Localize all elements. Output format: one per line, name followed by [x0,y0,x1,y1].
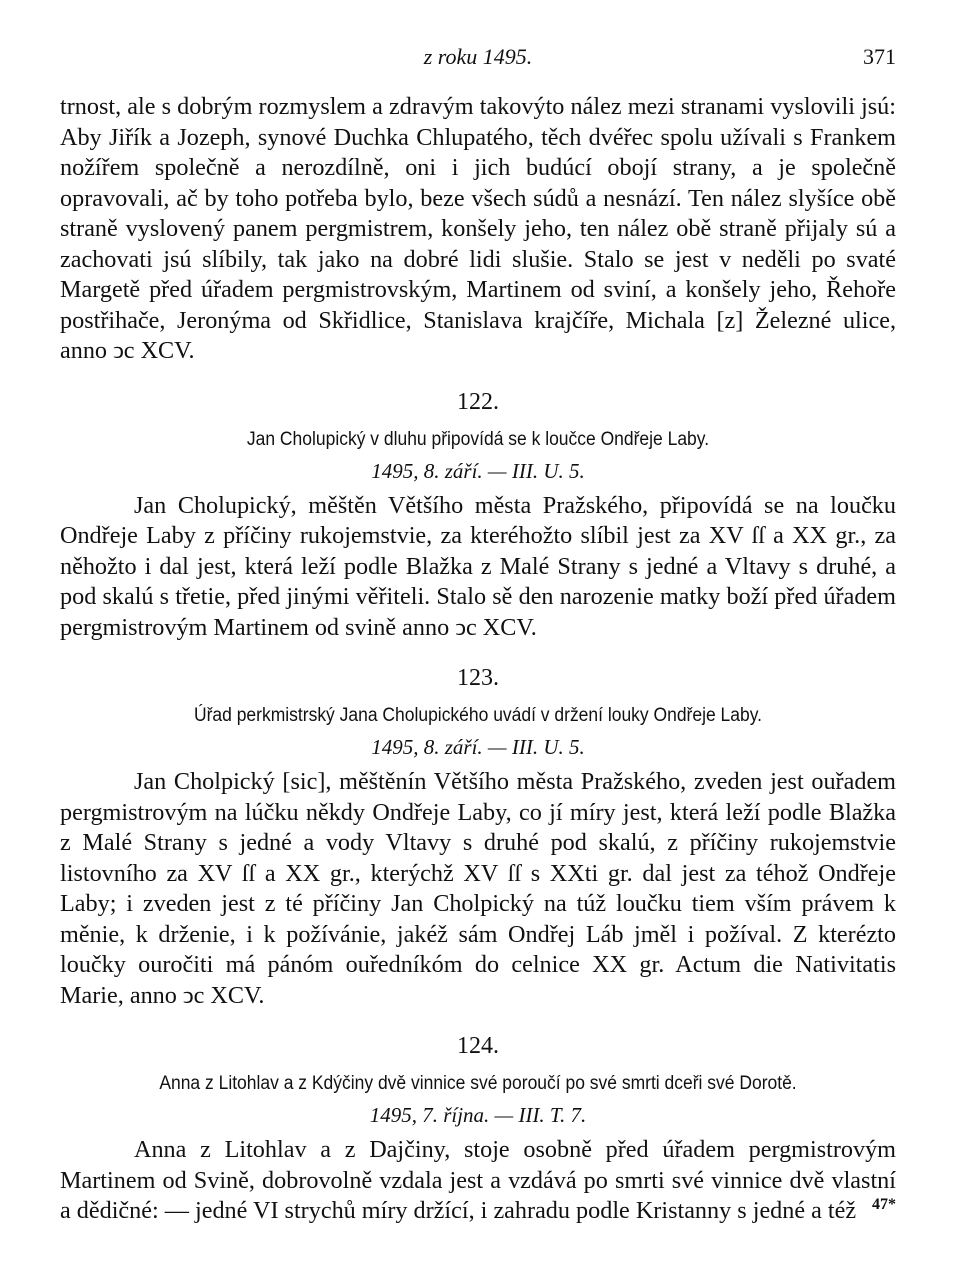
document-124 [60,1031,896,1227]
document-dating: 1495, 7. října. — III. T. 7. [369,1103,587,1127]
running-head-title: z roku 1495. [423,44,533,69]
document-number: 122. [457,388,499,415]
document-text: Anna z Litohlav a z Dajčiny, stoje osobně před úřadem pergmistrovým Martinem od Svině, dobrovolně vzdala jest a vzdává po smrti své vinnice dvě vlastní a dědičné: — jedné VI strychů míry držící, i zahradu podle Kristanny s jedné a též [60,1136,896,1224]
continuation-paragraph: trnost, ale s dobrým rozmyslem a zdravým takovýto nález mezi stranami vyslovili jsú: Aby Jiřík a Jozeph, synové Duchka Chlupatého, těch dvéřec spolu užívali s Frankem nožířem společně a nerozdílně, oni i jich budúcí obojí strany, a je společně opravovali, ač by toho potřeba bylo, beze všech súdů a nesnází. Ten nález slyšíce obě straně vyslovený panem pergmistrem, konšely jeho, ten nález obě straně přijaly sú a zachovati jsú slíbily, tak jako na dobré lidi slušie. Stalo se jest v neděli po svaté Margetě před úřadem pergmistrovským, Martinem od sviní, a konšely jeho, Řehoře postřihače, Jeronýma od Skřidlice, Stanislava krajčíře, Michala [z] Železné ulice, anno ↄc XCV. [60,93,896,364]
page-number: 371 [863,44,896,69]
page-body [60,92,896,1227]
document-dating: 1495, 8. září. — III. U. 5. [371,458,585,483]
document-dating: 1495, 8. září. — III. U. 5. [371,735,585,759]
document-heading: Anna z Litohlav a z Kdýčiny dvě vinnice své poroučí po své smrti dceři své Dorotě. [159,1073,797,1094]
document-heading: Úřad perkmistrský Jana Cholupického uvádí v držení louky Ondřeje Laby. [193,705,763,726]
document-123 [60,663,896,1011]
document-number: 124. [457,1033,499,1059]
running-head [60,44,896,74]
document-text: Jan Cholupický, měštěn Většího města Pražského, připovídá se na loučku Ondřeje Laby z příčiny rukojemstvie, za kteréhožto slíbil jest za XV ſſ a XX gr., za něhožto i dal jest, která leží podle Blažka z Malé Strany s jedné a Vltavy s druhé, a pod skalú s třetie, před jinými věřiteli. Stalo sě den narozenie matky boží před úřadem pergmistrovým Martinem od svině anno ↄc XCV. [60,491,896,641]
document-122 [60,387,896,644]
document-text: Jan Cholpický [sic], měštěnín Většího města Pražského, zveden jest ouřadem pergmistrovým na lúčku někdy Ondřeje Laby, co jí míry jest, která leží podle Blažka z Malé Strany s jedné a vody Vltavy s druhé pod skalú, z příčiny rukojemstvie listovního za XV ſſ a XX gr., kterýchž XV ſſ s XXti gr. dal jest za téhož Ondřeje Laby; i zveden jest z té příčiny Jan Cholpický na túž loučku tiem vším právem k měnie, k drženie, i k požívánie, jakéž sám Ondřej Láb jměl i požíval. Z kterézto loučky ouročiti má pánóm ouředníkóm do celnice XX gr. Actum die Nativitatis Marie, anno ↄc XCV. [60,768,896,1009]
printer-signature: 47* [872,1196,896,1213]
document-heading: Jan Cholupický v dluhu připovídá se k loučce Ondřeje Laby. [246,428,710,450]
document-number: 123. [457,665,499,691]
